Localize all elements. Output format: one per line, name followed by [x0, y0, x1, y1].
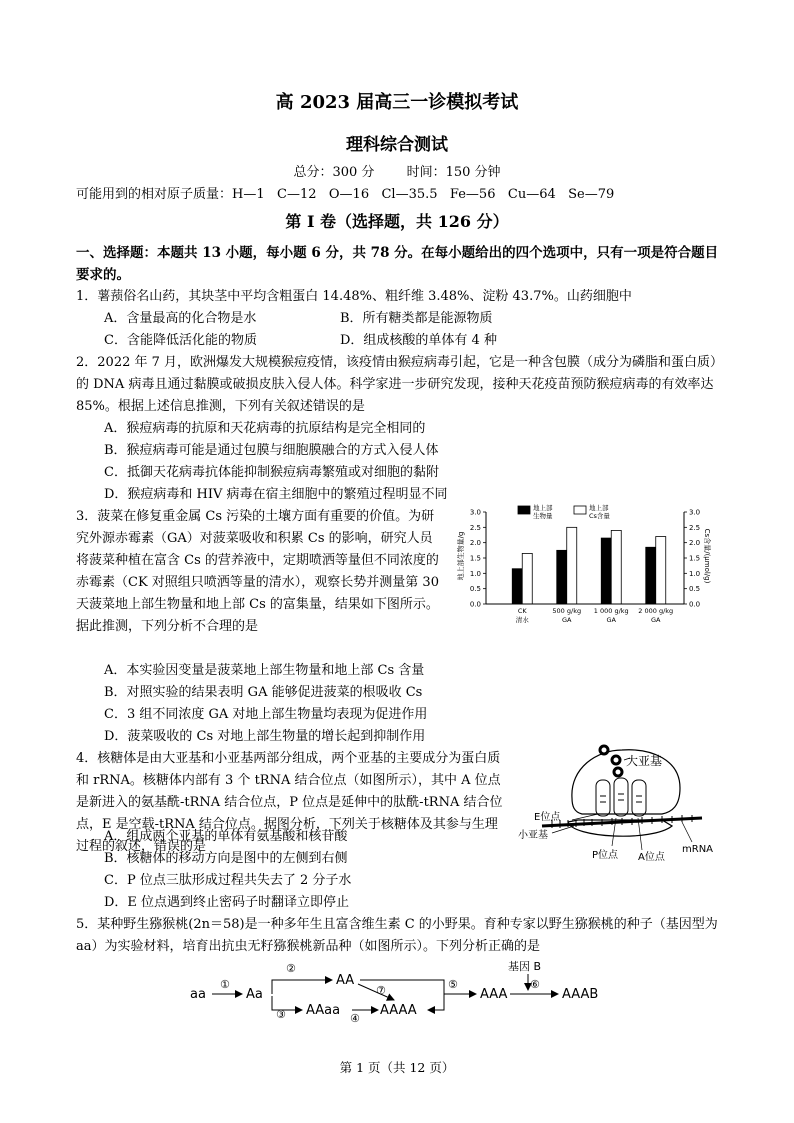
chart-ytick-label-left: 3.0	[469, 508, 481, 517]
chart-ytick-label-left: 2.0	[469, 539, 481, 548]
legend-label-1: Cs含量	[589, 512, 610, 520]
section-title: 第 I 卷（选择题，共 126 分）	[285, 212, 509, 231]
total-score: 总分：300 分	[293, 165, 375, 180]
amino-acid-3	[614, 768, 622, 776]
bar-cs-3	[656, 537, 666, 604]
bar-biomass-1	[557, 550, 567, 604]
node-Aa: Aa	[246, 987, 263, 1002]
chart-xtick-label: 2 000 g/kg	[638, 607, 674, 615]
legend-label-0: 地上部	[533, 504, 553, 512]
question-3-stem: 3．菠菜在修复重金属 Cs 污染的土壤方面有重要的价值。为研究外源赤霉素（GA）对菠菜吸收和积累 Cs 的影响，研究人员将菠菜种植在富含 Cs 的营养液中，定期喷洒等量但不同浓度的赤霉素（CK 对照组只喷洒等量的清水），观察长势并测量第 30 天菠菜地上部生物量和地上部 Cs 的富集量，结果如下图所示。据此推测，下列分析不合理的是	[76, 509, 439, 634]
page-footer: 第 1 页（共 12 页）	[339, 1060, 455, 1075]
bar-biomass-2	[601, 538, 611, 604]
q4-option-b: B．核糖体的移动方向是图中的左侧到右侧	[104, 851, 348, 866]
bar-cs-2	[611, 530, 621, 604]
chart-ylabel-left: 地上部生物量/g	[457, 531, 465, 581]
chart-ytick-label-right: 1.5	[689, 554, 701, 563]
chart-ytick-label-left: 1.5	[469, 554, 481, 563]
chart-ytick-label-right: 2.0	[689, 539, 701, 548]
chart-ytick-label-left: 2.5	[469, 523, 481, 532]
exam-time: 时间：150 分钟	[406, 165, 501, 180]
chart-ytick-label-right: 0.5	[689, 585, 701, 594]
ribosome-figure	[512, 738, 726, 870]
q1-option-a: A．含量最高的化合物是水	[104, 311, 257, 326]
step-1: ①	[220, 978, 230, 991]
bar-cs-1	[567, 527, 577, 604]
question-2-stem: 2．2022 年 7 月，欧洲爆发大规模猴痘疫情，该疫情由猴痘病毒引起，它是一种含包膜（成分为磷脂和蛋白质）的 DNA 病毒且通过黏膜或破损皮肤入侵人体。科学家进一步研究发现，接种天花疫苗预防猴痘病毒的有效率达 85%。根据上述信息推测，下列有关叙述错误的是	[76, 355, 724, 414]
chart-xtick-label: GA	[606, 616, 616, 624]
mrna-label: mRNA	[682, 844, 714, 855]
node-AAaa: AAaa	[306, 1003, 341, 1018]
breeding-flow-diagram	[190, 958, 610, 1024]
chart-xtick-label: CK	[517, 607, 527, 615]
exam-title: 高 2023 届高三一诊模拟考试	[275, 92, 519, 113]
q2-option-a: A．猴痘病毒的抗原和天花病毒的抗原结构是完全相同的	[104, 421, 426, 436]
q4-option-c: C．P 位点三肽形成过程共失去了 2 分子水	[104, 873, 352, 888]
step-3: ③	[276, 1008, 286, 1021]
q1-option-c: C．含能降低活化能的物质	[104, 333, 257, 348]
node-AAAB: AAAB	[562, 987, 599, 1002]
trna-p-site	[614, 778, 628, 816]
node-AAA: AAA	[480, 987, 508, 1002]
chart-ytick-label-right: 1.0	[689, 569, 701, 578]
chart-xtick-label: 清水	[515, 616, 529, 624]
bar-biomass-3	[646, 547, 656, 604]
q3-option-a: A．本实验因变量是菠菜地上部生物量和地上部 Cs 含量	[104, 663, 425, 678]
question-5-stem: 5．某种野生猕猴桃(2n＝58)是一种多年生且富含维生素 C 的小野果。育种专家以野生猕猴桃的种子（基因型为 aa）为实验材料，培育出抗虫无籽猕猴桃新品种（如图所示）。下列分析正确的是	[76, 917, 718, 954]
chart-xtick-label: GA	[562, 616, 572, 624]
q4-option-d: D．E 位点遇到终止密码子时翻译立即停止	[104, 895, 350, 910]
q3-option-b: B．对照实验的结果表明 GA 能够促进菠菜的根吸收 Cs	[104, 685, 423, 700]
node-aa: aa	[190, 987, 206, 1002]
trna-e-site	[596, 780, 610, 816]
large-subunit-label: 大亚基	[626, 754, 663, 768]
chart-ylabel-right: Cs含量/(μmol/g)	[703, 528, 711, 584]
chart-ytick-label-left: 1.0	[469, 569, 481, 578]
q2-option-d: D．猴痘病毒和 HIV 病毒在宿主细胞中的繁殖过程明显不同	[104, 487, 448, 502]
chart-ytick-label-right: 3.0	[689, 508, 701, 517]
trna-a-site	[632, 780, 646, 816]
chart-ytick-label-right: 0.0	[689, 600, 701, 609]
e-site-label: E位点	[534, 812, 561, 823]
q3-bar-chart	[448, 498, 726, 632]
q2-option-c: C．抵御天花病毒抗体能抑制猴痘病毒繁殖或对细胞的黏附	[104, 465, 439, 480]
q4-option-a: A．组成两个亚基的单体有氨基酸和核苷酸	[104, 829, 348, 844]
p-site-label: P位点	[592, 850, 619, 861]
node-AAAA: AAAA	[380, 1003, 417, 1018]
gene-b-label: 基因 B	[508, 960, 542, 973]
chart-xtick-label: 500 g/kg	[552, 607, 582, 615]
chart-ytick-label-left: 0.0	[469, 600, 481, 609]
step-2: ②	[286, 962, 296, 975]
exam-subtitle: 理科综合测试	[346, 135, 448, 155]
chart-ytick-label-right: 2.5	[689, 523, 701, 532]
atomic-masses: 可能用到的相对原子质量：H—1 C—12 O—16 Cl—35.5 Fe—56 Cu—64 Se—79	[76, 187, 615, 202]
amino-acid-1	[600, 746, 608, 754]
q3-option-d: D．菠菜吸收的 Cs 对地上部生物量的增长起到抑制作用	[104, 729, 426, 744]
step-4: ④	[350, 1012, 360, 1024]
legend-swatch-0	[518, 506, 530, 514]
legend-label-0: 生物量	[533, 512, 553, 520]
question-4-stem: 4．核糖体是由大亚基和小亚基两部分组成，两个亚基的主要成分为蛋白质和 rRNA。核糖体内部有 3 个 tRNA 结合位点（如图所示），其中 A 位点是新进入的氨基酰-tRNA 结合位点，P 位点是延伸中的肽酰-tRNA 结合位点，E 是空载-tRNA 结合位点。据图分析，下列关于核糖体及其参与生理过程的叙述，错误的是	[76, 751, 503, 854]
q1-option-d: D．组成核酸的单体有 4 种	[340, 333, 497, 348]
legend-swatch-1	[574, 506, 586, 514]
chart-xtick-label: 1 000 g/kg	[593, 607, 629, 615]
arrow-2	[272, 980, 332, 994]
legend-label-1: 地上部	[589, 504, 609, 512]
score-time-line	[0, 161, 794, 180]
chart-ytick-label-left: 0.5	[469, 585, 481, 594]
bar-biomass-0	[512, 569, 522, 604]
small-subunit-label: 小亚基	[518, 830, 548, 841]
question-1-stem: 1．薯蓣俗名山药，其块茎中平均含粗蛋白 14.48%、粗纤维 3.48%、淀粉 43.7%。山药细胞中	[76, 289, 632, 304]
a-site-label: A位点	[638, 852, 665, 863]
node-AA: AA	[336, 973, 355, 988]
q1-option-b: B．所有糖类都是能源物质	[340, 311, 493, 326]
step-6: ⑥	[530, 978, 540, 991]
amino-acid-2	[612, 756, 620, 764]
section-instructions: 一、选择题：本题共 13 小题，每小题 6 分，共 78 分。在每小题给出的四个选项中，只有一项是符合题目要求的。	[76, 245, 719, 283]
q2-option-b: B．猴痘病毒可能是通过包膜与细胞膜融合的方式入侵人体	[104, 443, 439, 458]
chart-xtick-label: GA	[651, 616, 661, 624]
q3-option-c: C．3 组不同浓度 GA 对地上部生物量均表现为促进作用	[104, 707, 428, 722]
step-7: ⑦	[376, 984, 386, 997]
bar-cs-0	[522, 553, 532, 604]
step-5: ⑤	[448, 978, 458, 991]
